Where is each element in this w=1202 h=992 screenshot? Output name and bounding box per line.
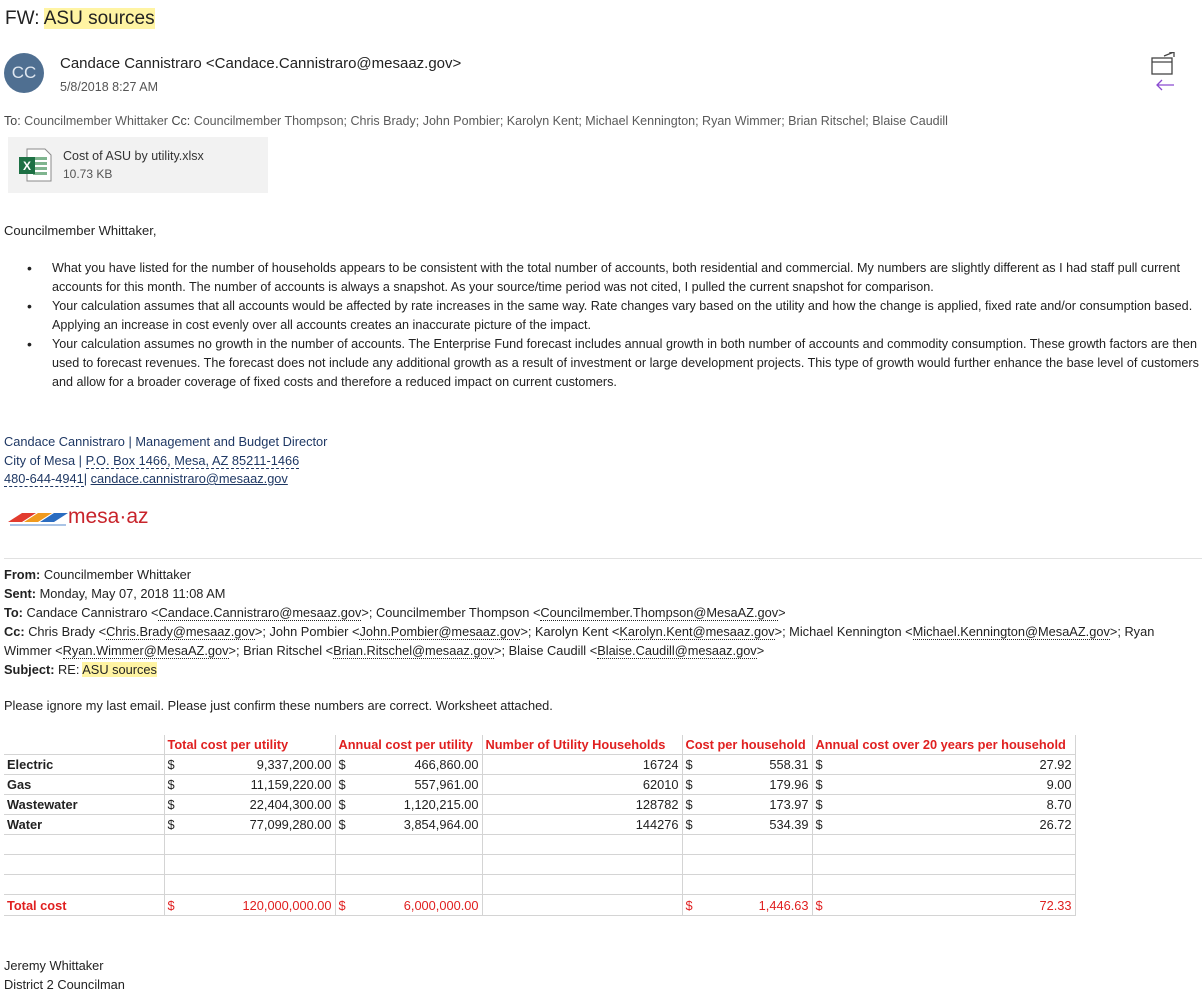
forward-separator (4, 558, 1202, 559)
table-header-cell: Total cost per utility (164, 735, 335, 755)
fwd-cc-address[interactable]: John.Pombier@mesaaz.gov (359, 624, 521, 639)
fwd-note: Please ignore my last email. Please just confirm these numbers are correct. Worksheet attached. (4, 698, 553, 713)
cell-value: 26.72 (1039, 817, 1072, 832)
sender-avatar[interactable]: CC (4, 53, 44, 93)
total-value: 72.33 (1039, 897, 1072, 913)
attachment-size: 10.73 KB (63, 167, 113, 181)
currency-sign: $ (338, 797, 346, 812)
row-label: Electric (4, 755, 164, 775)
table-cell (164, 755, 335, 775)
table-header-cell: Annual cost over 20 years per household (812, 735, 1075, 755)
fwd-from-line (4, 565, 1194, 584)
fwd-subject-highlight-asu: ASU (82, 662, 109, 677)
table-cell (164, 895, 335, 916)
total-value: 6,000,000.00 (403, 897, 479, 913)
table-header-cell: Cost per household (682, 735, 812, 755)
table-cell: 144276 (482, 815, 682, 835)
cell-value: 557,961.00 (414, 777, 479, 792)
table-row (4, 815, 1075, 835)
fwd-cc-text: Chris Brady < (28, 624, 107, 639)
currency-sign: $ (338, 817, 346, 832)
table-cell (335, 795, 482, 815)
fwd-cc-line (4, 622, 1194, 660)
total-label: Total cost (4, 895, 164, 916)
signature-phone[interactable]: 480-644-4941 (4, 471, 84, 486)
cell-value: 77,099,280.00 (249, 817, 332, 832)
table-cell: 62010 (482, 775, 682, 795)
table-cell (164, 775, 335, 795)
attachment-name[interactable]: Cost of ASU by utility.xlsx (63, 149, 204, 163)
currency-sign: $ (167, 797, 175, 812)
table-cell (812, 815, 1075, 835)
cell-value: 466,860.00 (414, 757, 479, 772)
recipients-line (4, 114, 948, 128)
currency-sign: $ (685, 777, 693, 792)
cell-value: 173.97 (769, 797, 809, 812)
fwd-from-label: From: (4, 567, 41, 582)
cell-value: 22,404,300.00 (249, 797, 332, 812)
fwd-subject-label: Subject: (4, 662, 55, 677)
cell-value: 9,337,200.00 (256, 757, 332, 772)
subject-highlight-sources: sources (88, 8, 155, 29)
fwd-to-address[interactable]: Candace.Cannistraro@mesaaz.gov (158, 605, 362, 620)
table-row (4, 795, 1075, 815)
fwd-sent: Monday, May 07, 2018 11:08 AM (39, 586, 226, 601)
currency-sign: $ (815, 757, 823, 772)
fwd-to-text: > (778, 605, 786, 620)
sender-name[interactable]: Candace Cannistraro <Candace.Cannistraro@mesaaz.gov> (60, 55, 462, 72)
signature-org: City of Mesa | (4, 453, 86, 468)
table-cell (812, 895, 1075, 916)
currency-sign: $ (685, 817, 693, 832)
fwd-from: Councilmember Whittaker (43, 567, 192, 582)
fwd-cc-text: >; Brian Ritschel < (228, 643, 334, 658)
table-header-cell: Annual cost per utility (335, 735, 482, 755)
popout-window-icon[interactable] (1150, 52, 1176, 76)
cell-value: 8.70 (1046, 797, 1072, 812)
fwd-sent-label: Sent: (4, 586, 36, 601)
subject-highlight-asu: ASU (43, 8, 83, 29)
currency-sign: $ (815, 797, 823, 812)
table-cell (812, 755, 1075, 775)
greeting: Councilmember Whittaker, (4, 223, 157, 238)
table-cell (164, 795, 335, 815)
table-cell: 128782 (482, 795, 682, 815)
svg-text:mesa·az: mesa·az (68, 505, 149, 528)
bullet-item: • Your calculation assumes no growth in the number of accounts. The Enterprise Fund forecast includes annual growth in both number of accounts and commodity consumption. These growth factors are then used to forecast revenues. The forecast does not include any additional growth as a result of investment or large development projects. This type of growth would further enhance the base level of customers and allow for a broader coverage of fixed costs and therefore a reduced impact on current customers. (0, 335, 1200, 392)
table-cell: 16724 (482, 755, 682, 775)
table-header-cell: Number of Utility Households (482, 735, 682, 755)
currency-sign: $ (338, 757, 346, 772)
currency-sign: $ (685, 757, 693, 772)
signature-contact-line (4, 471, 288, 486)
fwd-cc-address[interactable]: Karolyn.Kent@mesaaz.gov (619, 624, 775, 639)
fwd-cc-text: >; Ryan Wimmer < (4, 624, 1155, 658)
table-cell (682, 795, 812, 815)
table-cell (335, 775, 482, 795)
fwd-cc-text: >; Blaise Caudill < (494, 643, 598, 658)
reply-arrow-icon[interactable] (1154, 76, 1176, 94)
email-subject (5, 8, 155, 30)
table-row (4, 775, 1075, 795)
cell-value: 11,159,220.00 (250, 777, 332, 792)
body-bullet-list (0, 259, 1200, 392)
attachment-card[interactable] (8, 137, 268, 193)
currency-sign: $ (338, 777, 346, 792)
table-cell (335, 815, 482, 835)
fwd-cc-text: >; Karolyn Kent < (520, 624, 620, 639)
fwd-cc-address[interactable]: Chris.Brady@mesaaz.gov (106, 624, 255, 639)
total-value: 120,000,000.00 (242, 897, 332, 913)
fwd-cc-address[interactable]: Blaise.Caudill@mesaaz.gov (597, 643, 757, 658)
fwd-cc-text: > (756, 643, 765, 658)
subject-prefix: FW: (5, 8, 40, 29)
table-header-row (4, 735, 1075, 755)
signature-email-link[interactable]: candace.cannistraro@mesaaz.gov (90, 471, 288, 486)
to-recipient[interactable]: Councilmember Whittaker (24, 114, 168, 128)
fwd-subject-highlight-sources: sources (112, 662, 157, 677)
currency-sign: $ (685, 897, 693, 913)
table-row-empty (4, 835, 1075, 855)
fwd-cc-address[interactable]: Brian.Ritschel@mesaaz.gov (333, 643, 495, 658)
mesa-az-logo (6, 503, 176, 535)
table-cell (682, 815, 812, 835)
currency-sign: $ (815, 777, 823, 792)
row-label: Gas (4, 775, 164, 795)
excel-file-icon (18, 148, 52, 182)
cc-recipients[interactable]: Councilmember Thompson; Chris Brady; John Pombier; Karolyn Kent; Michael Kennington; Ryan Wimmer; Brian Ritschel; Blaise Caudill (193, 114, 948, 128)
cell-value: 534.39 (769, 817, 809, 832)
currency-sign: $ (815, 817, 823, 832)
fwd-cc-text: >; John Pombier < (254, 624, 360, 639)
sent-date: 5/8/2018 8:27 AM (60, 80, 158, 94)
fwd-sent-line (4, 584, 1194, 603)
cost-worksheet-table (4, 735, 1076, 916)
fwd-to-address[interactable]: Councilmember.Thompson@MesaAZ.gov (540, 605, 779, 620)
table-cell (164, 815, 335, 835)
currency-sign: $ (167, 817, 175, 832)
fwd-to-text: >; Councilmember Thompson < (361, 605, 541, 620)
table-cell (482, 895, 682, 916)
table-row (4, 755, 1075, 775)
table-cell (812, 795, 1075, 815)
currency-sign: $ (685, 797, 693, 812)
table-total-row (4, 895, 1075, 916)
closing-name: Jeremy Whittaker (4, 958, 104, 973)
row-label: Wastewater (4, 795, 164, 815)
total-value: 1,446.63 (758, 897, 809, 913)
cell-value: 3,854,964.00 (403, 817, 479, 832)
row-label: Water (4, 815, 164, 835)
currency-sign: $ (338, 897, 346, 913)
svg-text:X: X (22, 159, 32, 173)
currency-sign: $ (167, 777, 175, 792)
fwd-cc-label: Cc: (4, 624, 25, 639)
table-cell (682, 755, 812, 775)
fwd-subject-prefix: RE: (58, 662, 80, 677)
table-cell (335, 755, 482, 775)
bullet-item: • Your calculation assumes that all accounts would be affected by rate increases in the same way. Rate changes vary based on the utility and how the change is applied, fixed rate and/or consumption based. Applying an increase in cost evenly over all accounts creates an inaccurate picture of the impact. (0, 297, 1200, 335)
table-cell (335, 895, 482, 916)
cell-value: 1,120,215.00 (403, 797, 479, 812)
table-cell (812, 775, 1075, 795)
table-row-empty (4, 855, 1075, 875)
bullet-item: • What you have listed for the number of households appears to be consistent with the total number of accounts, both residential and commercial. My numbers are slightly different as I had staff pull current accounts for this month. The number of accounts is always a snapshot. As your source/time period was not cited, I pulled the current snapshot for comparison. (0, 259, 1200, 297)
signature-address[interactable]: P.O. Box 1466, Mesa, AZ 85211-1466 (85, 453, 300, 468)
cell-value: 179.96 (769, 777, 809, 792)
fwd-cc-address[interactable]: Michael.Kennington@MesaAZ.gov (912, 624, 1110, 639)
table-row-empty (4, 875, 1075, 895)
fwd-to-line (4, 603, 1194, 622)
closing-title: District 2 Councilman (4, 977, 125, 992)
cell-value: 9.00 (1046, 777, 1072, 792)
fwd-to-text: Candace Cannistraro < (26, 605, 159, 620)
fwd-subject-line (4, 660, 1194, 679)
fwd-cc-text: >; Michael Kennington < (774, 624, 913, 639)
currency-sign: $ (167, 897, 175, 913)
signature-phone-separator: | (83, 471, 91, 486)
signature-address-line (4, 453, 299, 468)
fwd-cc-address[interactable]: Ryan.Wimmer@MesaAZ.gov (62, 643, 229, 658)
table-header-cell (4, 735, 164, 755)
table-cell (682, 895, 812, 916)
currency-sign: $ (167, 757, 175, 772)
fwd-to-label: To: (4, 605, 23, 620)
cc-label: Cc: (171, 114, 191, 128)
cell-value: 27.92 (1039, 757, 1072, 772)
currency-sign: $ (815, 897, 823, 913)
signature-name-title: Candace Cannistraro | Management and Budget Director (4, 434, 328, 449)
table-cell (682, 775, 812, 795)
to-label: To: (4, 114, 21, 128)
cell-value: 558.31 (769, 757, 809, 772)
